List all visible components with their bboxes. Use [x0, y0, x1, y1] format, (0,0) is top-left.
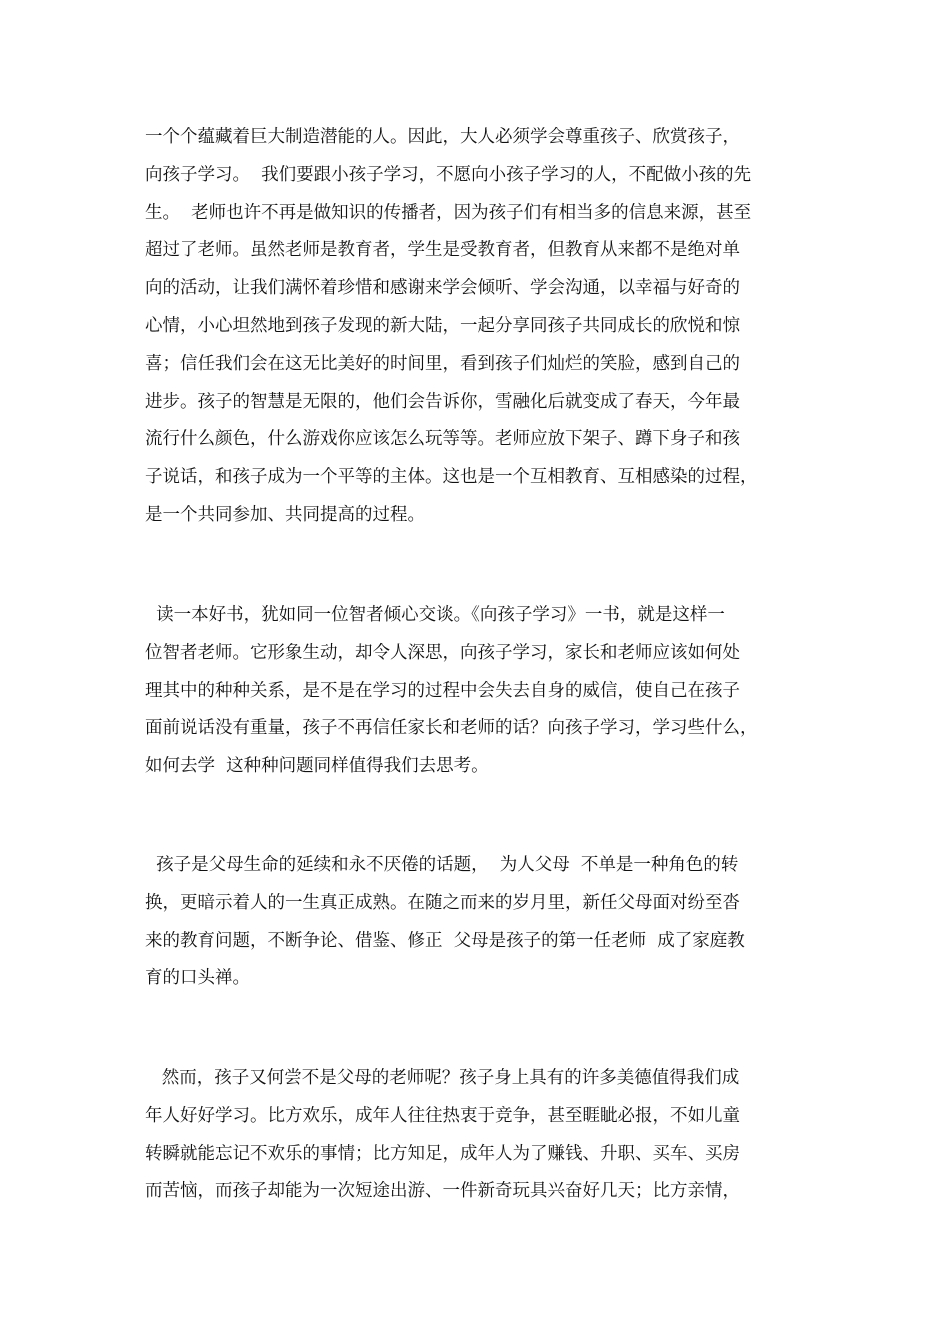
paragraph-good-book: 读一本好书，犹如同一位智者倾心交谈。《向孩子学习》一书，就是这样一 位智者老师。它形象生动，却令人深思，向孩子学习，家长和老师应该如何处 理其中的种种关系，是不是在学习的过程中会失去自身的威信，使自己在孩子 面前说话没有重量，孩子不再信任家长和老师的话？向孩子学习，学习些什么， 如何去学 这种种问题同样值得我们去思考。 — [145, 605, 758, 777]
paragraph-parents: 孩子是父母生命的延续和永不厌倦的话题， 为人父母 不单是一种角色的转 换，更暗示着人的一生真正成熟。在随之而来的岁月里，新任父母面对纷至沓 来的教育问题，不断争论、借鉴、修正 父母是孩子的第一任老师 成了家庭教 育的口头禅。 — [145, 855, 745, 989]
paragraph-children-as-teachers: 然而，孩子又何尝不是父母的老师呢？孩子身上具有的许多美德值得我们成 年人好好学习。比方欢乐，成年人往往热衷于竞争，甚至睚眦必报，不如儿童 转瞬就能忘记不欢乐的事情；比方知足，成年人为了赚钱、升职、买车、买房 而苦恼，而孩子却能为一次短途出游、一件新奇玩具兴奋好几天；比方亲情， — [145, 1068, 740, 1202]
paragraph-learn-from-children: 一个个蕴藏着巨大制造潜能的人。因此，大人必须学会尊重孩子、欣赏孩子， 向孩子学习。 我们要跟小孩子学习，不愿向小孩子学习的人，不配做小孩的先 生。 老师也许不再是做知识的传播者，因为孩子们有相当多的信息来源，甚至 超过了老师。虽然老师是教育者，学生是受教育者，但教育从来都不是绝对单 向的活动，让我们满怀着珍惜和感谢来学会倾听、学会沟通，以幸福与好奇的 心情，小心坦然地到孩子发现的新大陆，一起分享同孩子共同成长的欣悦和惊 喜；信任我们会在这无比美好的时间里，看到孩子们灿烂的笑脸，感到自己的 进步。孩子的智慧是无限的，他们会告诉你，雪融化后就变成了春天，今年最 流行什么颜色，什么游戏你应该怎么玩等等。老师应放下架子、蹲下身子和孩 子说话，和孩子成为一个平等的主体。这也是一个互相教育、互相感染的过程， 是一个共同参加、共同提高的过程。 — [145, 127, 758, 525]
